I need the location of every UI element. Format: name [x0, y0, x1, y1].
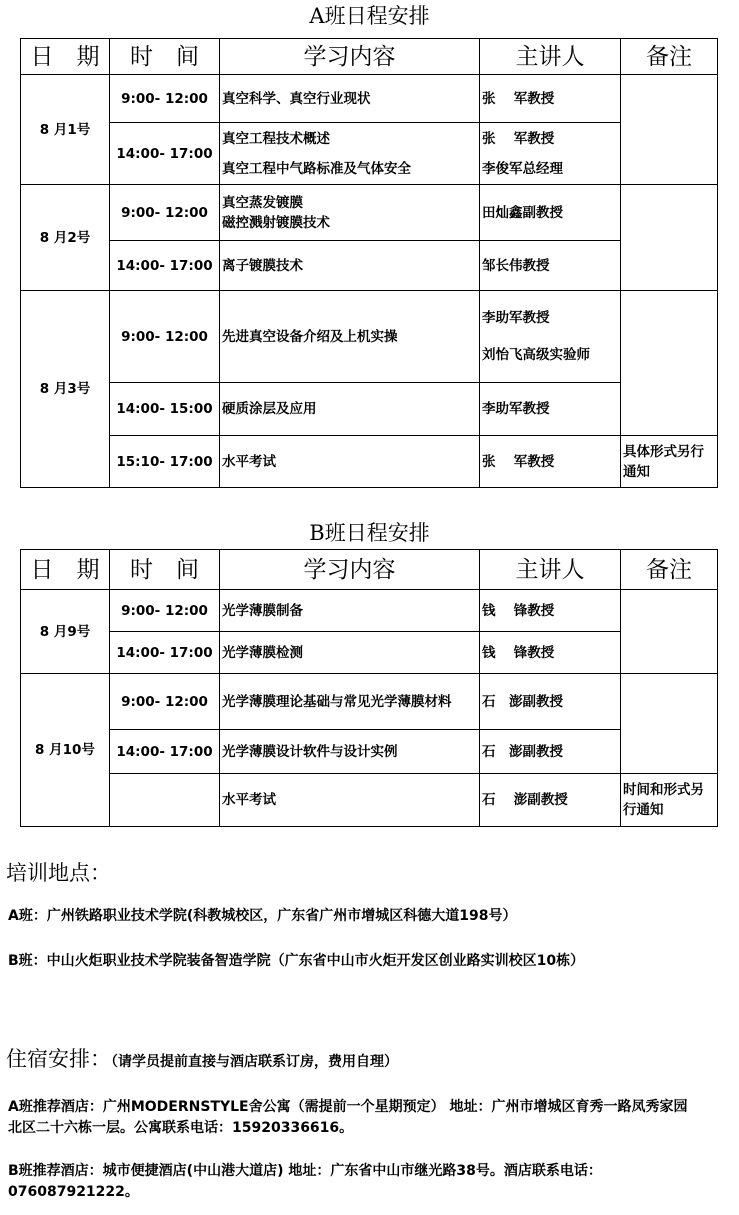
speaker-line: 石 澎副教授 [482, 743, 563, 760]
header-date: 日 期 [21, 39, 110, 75]
lodging-heading-text: 住宿安排： [6, 1047, 111, 1071]
table-row [21, 123, 718, 185]
content-line: 磁控溅射镀膜技术 [222, 214, 330, 231]
time-cell: 14:00- 17:00 [110, 123, 220, 185]
speaker-cell [480, 291, 621, 383]
table-row [21, 436, 718, 488]
content-line: 真空科学、真空行业现状 [222, 90, 371, 107]
venue-heading: 培训地点： [6, 861, 111, 885]
venue-class-b: B班：中山火炬职业技术学院装备智造学院（广东省中山市火炬开发区创业路实训校区10栋） [8, 953, 585, 969]
time-cell [110, 774, 220, 827]
content-cell [220, 632, 480, 674]
header-time: 时 间 [110, 39, 220, 75]
note-cell [621, 674, 718, 774]
lodging-class-a: A班推荐酒店：广州MODERNSTYLE舍公寓（需提前一个星期预定） 地址：广州市增城区育秀一路凤秀家园北区二十六栋一层。公寓联系电话：15920336616。 [8, 1099, 688, 1136]
speaker-cell [480, 590, 621, 632]
header-content: 学习内容 [220, 550, 480, 590]
note-cell [621, 185, 718, 291]
content-cell [220, 590, 480, 632]
content-line: 光学薄膜检测 [222, 644, 303, 661]
table-row [21, 185, 718, 241]
speaker-line: 李俊军总经理 [482, 160, 563, 177]
speaker-cell [480, 436, 621, 488]
content-cell [220, 383, 480, 436]
table-row [21, 632, 718, 674]
speaker-line: 张 军教授 [482, 453, 555, 470]
note-cell: 具体形式另行通知 [621, 436, 718, 488]
speaker-line: 田灿鑫副教授 [482, 204, 563, 221]
content-cell [220, 75, 480, 123]
time-cell: 9:00- 12:00 [110, 75, 220, 123]
header-note: 备注 [621, 39, 718, 75]
header-time: 时 间 [110, 550, 220, 590]
content-line: 真空蒸发镀膜 [222, 194, 303, 211]
class-b-schedule-table [20, 549, 718, 827]
speaker-cell [480, 75, 621, 123]
class-a-schedule-table [20, 38, 718, 488]
content-line: 水平考试 [222, 792, 276, 808]
venue-class-a: A班：广州铁路职业技术学院(科教城校区，广东省广州市增城区科德大道198号） [8, 908, 517, 924]
content-line: 光学薄膜制备 [222, 602, 303, 619]
date-cell: 8 月10号 [21, 674, 110, 827]
table-row [21, 75, 718, 123]
table-row [21, 590, 718, 632]
table-header-row [21, 39, 718, 75]
note-cell: 时间和形式另行通知 [621, 774, 718, 827]
content-line: 光学薄膜设计软件与设计实例 [222, 743, 398, 760]
time-cell: 9:00- 12:00 [110, 291, 220, 383]
header-content: 学习内容 [220, 39, 480, 75]
content-cell [220, 774, 480, 827]
table-row [21, 730, 718, 774]
time-cell: 14:00- 17:00 [110, 730, 220, 774]
date-cell: 8 月3号 [21, 291, 110, 488]
header-note: 备注 [621, 550, 718, 590]
speaker-cell [480, 730, 621, 774]
header-speaker: 主讲人 [480, 550, 621, 590]
speaker-cell [480, 632, 621, 674]
speaker-line: 李助军教授 [482, 310, 550, 326]
time-cell: 9:00- 12:00 [110, 674, 220, 730]
content-line: 真空工程中气路标准及气体安全 [222, 160, 411, 177]
table-row [21, 291, 718, 383]
class-a-title: A班日程安排 [309, 4, 430, 28]
note-cell [621, 291, 718, 436]
content-cell [220, 185, 480, 241]
table-row [21, 774, 718, 827]
content-cell [220, 730, 480, 774]
table-row [21, 674, 718, 730]
content-cell [220, 291, 480, 383]
speaker-line: 石 澎副教授 [482, 792, 568, 808]
speaker-line: 张 军教授 [482, 90, 555, 107]
lodging-note: （请学员提前直接与酒店联系订房，费用自理） [111, 1054, 398, 1070]
date-cell: 8 月2号 [21, 185, 110, 291]
content-cell [220, 241, 480, 291]
speaker-cell [480, 185, 621, 241]
table-row [21, 383, 718, 436]
speaker-line: 李助军教授 [482, 401, 550, 417]
content-cell: 光学薄膜理论基础与常见光学薄膜材料 [220, 674, 480, 730]
speaker-cell [480, 241, 621, 291]
speaker-cell [480, 774, 621, 827]
speaker-cell [480, 123, 621, 185]
header-speaker: 主讲人 [480, 39, 621, 75]
header-date: 日 期 [21, 550, 110, 590]
time-cell: 14:00- 17:00 [110, 632, 220, 674]
class-b-title: B班日程安排 [309, 521, 430, 545]
note-cell [621, 75, 718, 185]
speaker-line: 钱 锋教授 [482, 602, 555, 619]
table-header-row [21, 550, 718, 590]
speaker-line: 邹长伟教授 [482, 257, 550, 274]
speaker-line: 张 军教授 [482, 130, 555, 147]
content-line: 真空工程技术概述 [222, 130, 330, 147]
speaker-cell [480, 383, 621, 436]
time-cell: 15:10- 17:00 [110, 436, 220, 488]
content-cell [220, 436, 480, 488]
date-cell: 8 月1号 [21, 75, 110, 185]
lodging-heading [6, 1046, 398, 1075]
note-cell [621, 590, 718, 674]
speaker-cell [480, 674, 621, 730]
content-line: 先进真空设备介绍及上机实操 [222, 328, 398, 345]
time-cell: 14:00- 17:00 [110, 241, 220, 291]
date-cell: 8 月9号 [21, 590, 110, 674]
time-cell: 14:00- 15:00 [110, 383, 220, 436]
content-cell [220, 123, 480, 185]
speaker-line: 钱 锋教授 [482, 644, 555, 661]
time-cell: 9:00- 12:00 [110, 590, 220, 632]
table-row [21, 241, 718, 291]
time-cell: 9:00- 12:00 [110, 185, 220, 241]
speaker-line: 刘怡飞高级实验师 [482, 347, 590, 363]
speaker-line: 石 澎副教授 [482, 693, 563, 710]
lodging-class-b: B班推荐酒店：城市便捷酒店(中山港大道店) 地址：广东省中山市继光路38号。酒店联系电话：076087921222。 [8, 1163, 602, 1200]
content-line: 硬质涂层及应用 [222, 401, 317, 417]
content-line: 离子镀膜技术 [222, 257, 303, 274]
content-line: 水平考试 [222, 453, 276, 470]
